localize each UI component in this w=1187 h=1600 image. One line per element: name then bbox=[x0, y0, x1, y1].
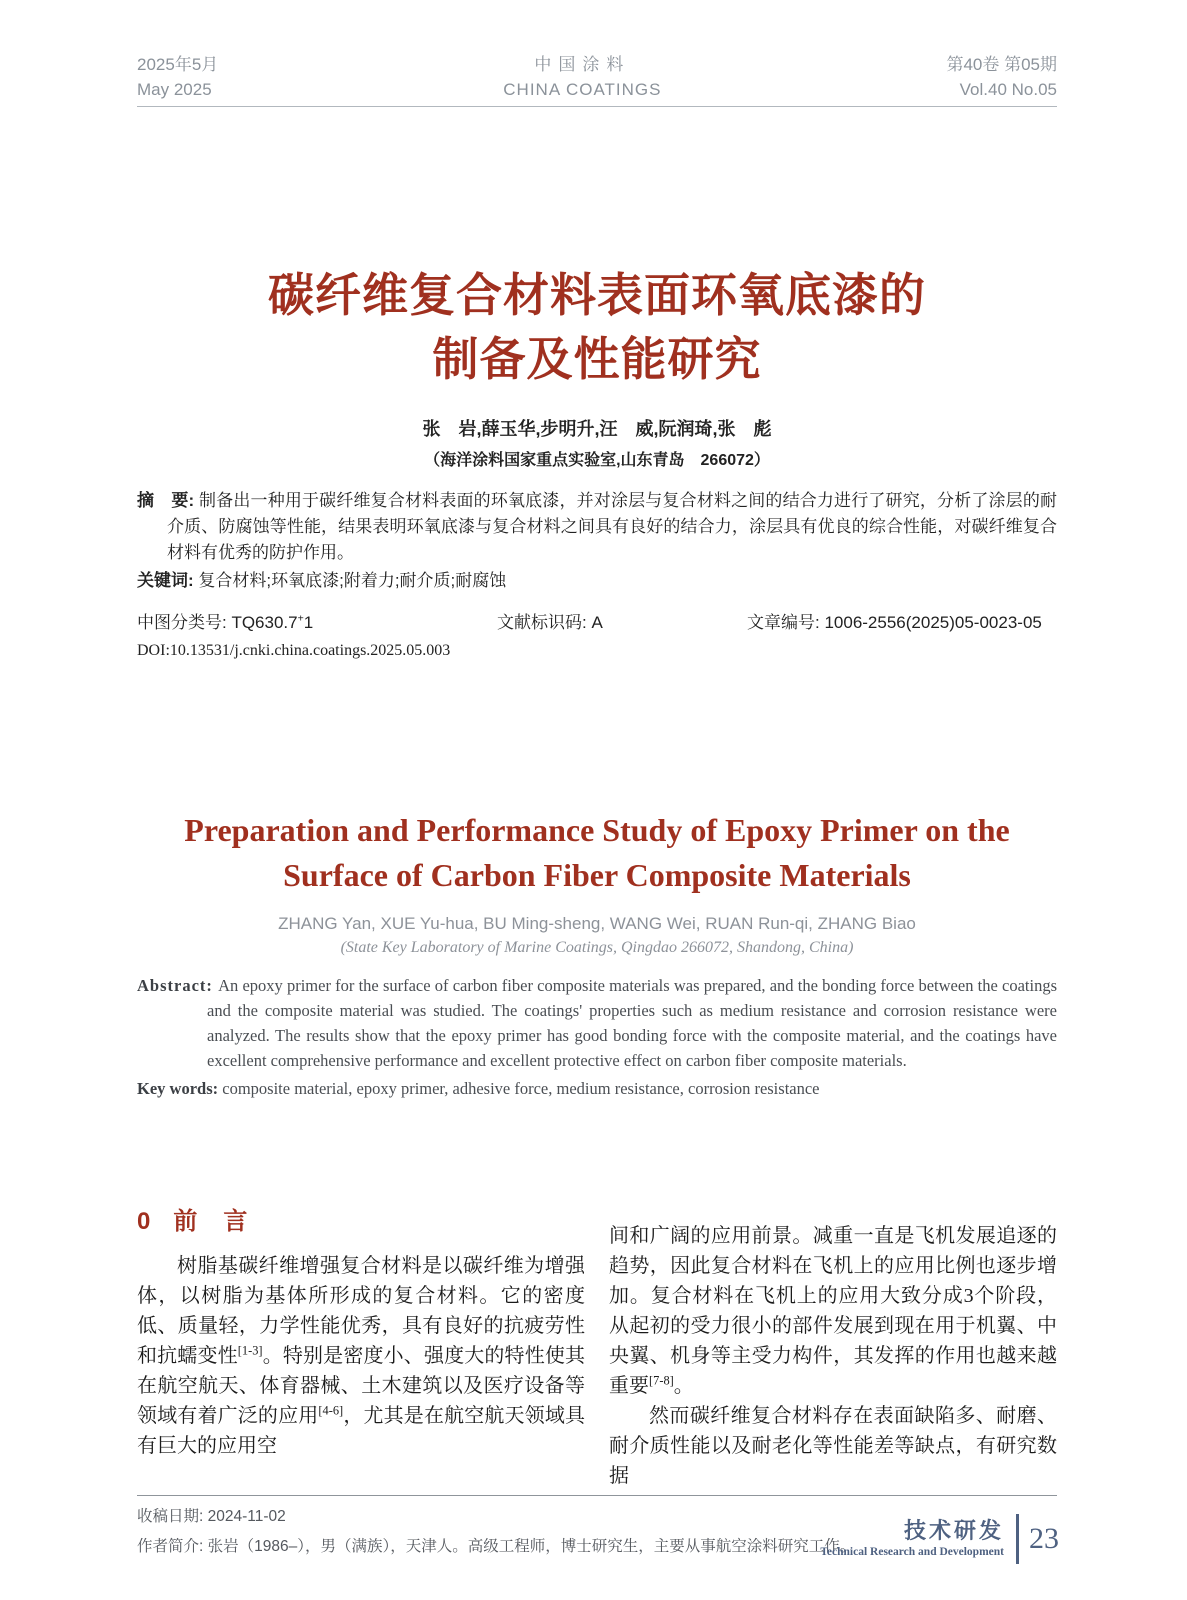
keywords-cn-text: 复合材料;环氧底漆;附着力;耐介质;耐腐蚀 bbox=[198, 571, 507, 590]
article-title-en-line1: Preparation and Performance Study of Epoxy Primer on the bbox=[184, 812, 1010, 848]
doi: DOI:10.13531/j.cnki.china.coatings.2025.05.003 bbox=[137, 642, 451, 659]
paragraph-second-right: 然而碳纤维复合材料存在表面缺陷多、耐磨、耐介质性能以及耐老化等性能差等缺点，有研究数据 bbox=[609, 1405, 1057, 1487]
journal-name-en: CHINA COATINGS bbox=[503, 80, 662, 99]
abstract-en bbox=[137, 973, 1057, 1073]
paragraph-intro-left: 树脂基碳纤维增强复合材料是以碳纤维为增强体，以树脂为基体所形成的复合材料。它的密度低、质量轻，力学性能优秀，具有良好的抗疲劳性和抗蠕变性[1-3]。特别是密度小、强度大的特性使其在航空航天、体育器械、土木建筑以及医疗设备等领域有着广泛的应用[4-6]，尤其是在航空航天领域具有巨大的应用空 bbox=[137, 1255, 586, 1457]
document-code bbox=[497, 608, 747, 633]
article-title-en bbox=[137, 808, 1057, 898]
document-code-value: A bbox=[591, 613, 603, 632]
section-number: 0 bbox=[137, 1208, 152, 1235]
journal-header bbox=[137, 0, 1057, 107]
journal-name-cn: 中国涂料 bbox=[534, 55, 631, 74]
article-title-cn bbox=[137, 263, 1057, 391]
section-heading bbox=[137, 1205, 585, 1239]
abstract-cn bbox=[137, 488, 1057, 566]
keywords-en bbox=[137, 1076, 1057, 1101]
abstract-cn-text: 制备出一种用于碳纤维复合材料表面的环氧底漆，并对涂层与复合材料之间的结合力进行了研究，分析了涂层的耐介质、防腐蚀等性能，结果表明环氧底漆与复合材料之间具有良好的结合力，涂层具有优良的综合性能，对碳纤维复合材料有优秀的防护作用。 bbox=[167, 491, 1058, 562]
article-title-en-line2: Surface of Carbon Fiber Composite Materials bbox=[283, 857, 911, 893]
authors-cn: 张 岩,薛玉华,步明升,汪 威,阮润琦,张 彪 bbox=[422, 419, 772, 439]
document-code-label: 文献标识码: bbox=[497, 613, 592, 632]
clc-value: TQ630.7+1 bbox=[231, 612, 314, 632]
page-footer bbox=[820, 1514, 1059, 1564]
paragraph-intro-right: 间和广阔的应用前景。减重一直是飞机发展追逐的趋势，因此复合材料在飞机上的应用比例也逐步增加。复合材料在飞机上的应用大致分成3个阶段，从起初的受力很小的部件发展到现在用于机翼、中央翼、机身等主受力构件，其发挥的作用也越来越重要[7-8]。 bbox=[609, 1225, 1057, 1397]
authors-en: ZHANG Yan, XUE Yu-hua, BU Ming-sheng, WANG Wei, RUAN Run-qi, ZHANG Biao bbox=[278, 914, 916, 933]
volume-issue-en: Vol.40 No.05 bbox=[959, 80, 1057, 99]
received-date-label: 收稿日期: bbox=[137, 1508, 208, 1525]
abstract-cn-label: 摘 要: bbox=[137, 491, 200, 510]
column-name bbox=[820, 1518, 1004, 1560]
footer-divider-bar bbox=[1016, 1514, 1019, 1564]
article-title-cn-line2: 制备及性能研究 bbox=[432, 333, 762, 385]
issue-date bbox=[137, 52, 218, 102]
clc-label: 中图分类号: bbox=[137, 613, 232, 632]
volume-issue bbox=[946, 52, 1057, 102]
volume-issue-cn: 第40卷 第05期 bbox=[946, 55, 1057, 74]
article-id bbox=[747, 608, 1057, 633]
abstract-en-label: Abstract: bbox=[137, 976, 219, 995]
page-content bbox=[137, 0, 1057, 1562]
column-name-cn: 技术研发 bbox=[903, 1518, 1004, 1543]
column-name-en: Technical Research and Development bbox=[820, 1546, 1004, 1558]
author-bio-value: 张岩（1986–），男（满族），天津人。高级工程师，博士研究生，主要从事航空涂料研究工作。 bbox=[207, 1538, 856, 1555]
page-number: 23 bbox=[1029, 1522, 1059, 1555]
section-title: 前 言 bbox=[173, 1208, 249, 1235]
keywords-cn bbox=[137, 568, 1057, 594]
received-date-value: 2024-11-02 bbox=[207, 1508, 286, 1525]
article-meta bbox=[137, 608, 1057, 633]
body-columns bbox=[137, 1205, 1057, 1491]
affiliation-en: (State Key Laboratory of Marine Coatings, Qingdao 266072, Shandong, China) bbox=[340, 939, 854, 956]
keywords-en-text: composite material, epoxy primer, adhesive force, medium resistance, corrosion resistance bbox=[222, 1079, 820, 1098]
clc-number bbox=[137, 608, 497, 633]
body-column-left bbox=[137, 1205, 585, 1491]
footnote-divider bbox=[137, 1495, 1057, 1496]
issue-date-en: May 2025 bbox=[137, 80, 212, 99]
issue-date-cn: 2025年5月 bbox=[137, 55, 219, 74]
article-id-label: 文章编号: bbox=[747, 613, 825, 632]
article-id-value: 1006-2556(2025)05-0023-05 bbox=[824, 613, 1042, 632]
affiliation-cn: （海洋涂料国家重点实验室,山东青岛 266072） bbox=[424, 452, 770, 469]
author-bio-label: 作者简介: bbox=[137, 1538, 208, 1555]
journal-name bbox=[503, 52, 661, 102]
article-title-cn-line1: 碳纤维复合材料表面环氧底漆的 bbox=[268, 269, 926, 321]
keywords-cn-label: 关键词: bbox=[137, 571, 199, 590]
body-column-right bbox=[609, 1205, 1057, 1491]
abstract-en-text: An epoxy primer for the surface of carbon fiber composite materials was prepared, and the bonding force between the coatings and the composite material was studied. The coatings' properties such as medium resistance and corrosion resistance were analyzed. The results show that the epoxy primer has good bonding force with the composite material, and the coatings have excellent comprehensive performance and excellent protective effect on carbon fiber composite materials. bbox=[207, 976, 1057, 1070]
keywords-en-label: Key words: bbox=[137, 1079, 223, 1098]
